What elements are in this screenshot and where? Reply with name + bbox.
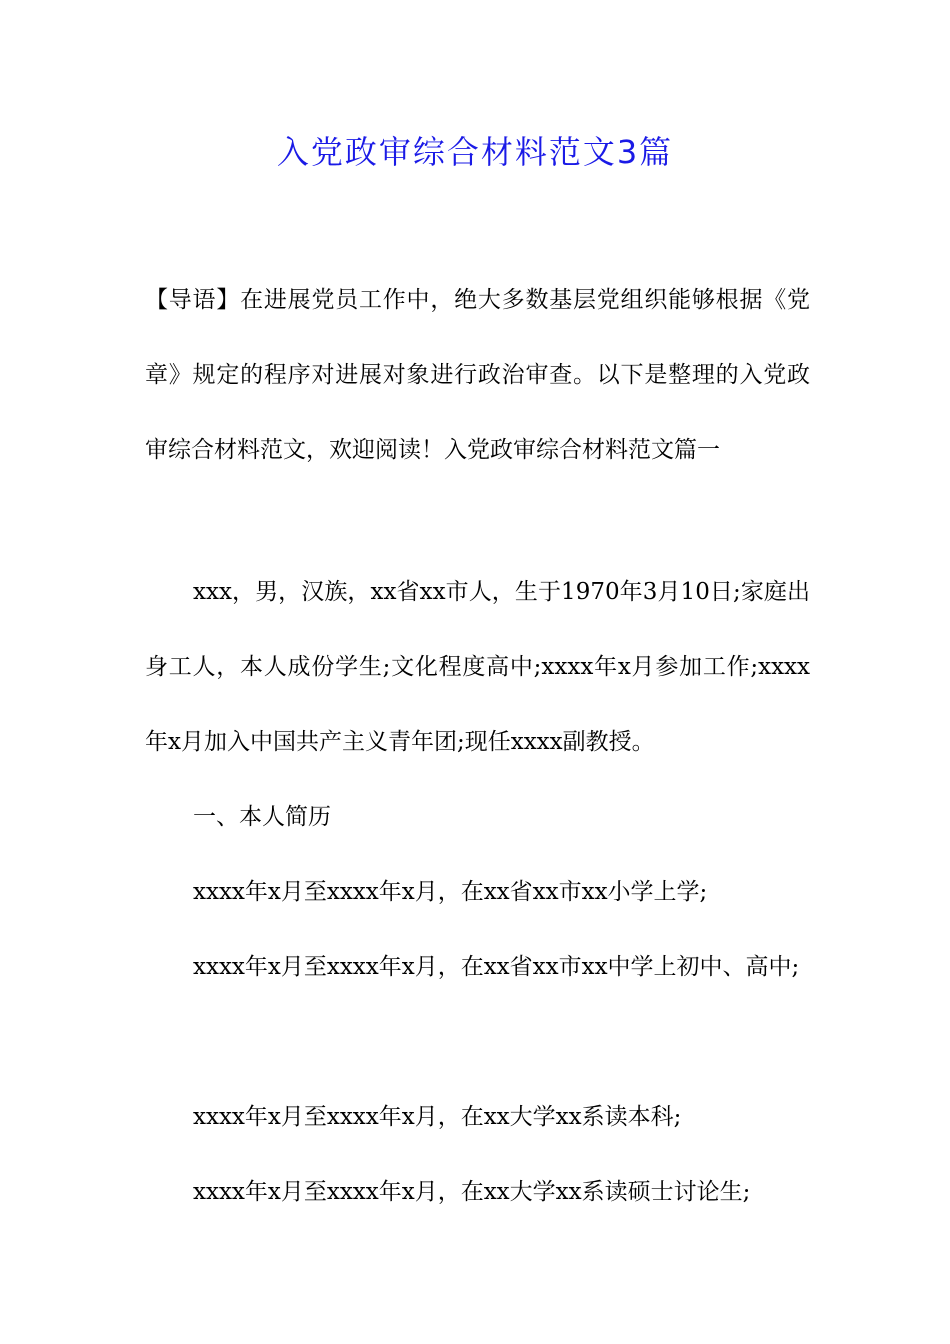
resume-item: xxxx年x月至xxxx年x月，在xx省xx市xx中学上初中、高中; [193,954,800,980]
resume-item: xxxx年x月至xxxx年x月，在xx省xx市xx小学上学; [193,879,708,905]
bio-paragraph: xxx，男，汉族，xx省xx市人，生于1970年3月10日;家庭出身工人，本人成份学生;文化程度高中;xxxx年x月参加工作;xxxx年x月加入中国共产主义青年团;现任xxxx副教授。 [145,579,810,755]
intro-paragraph: 【导语】在进展党员工作中，绝大多数基层党组织能够根据《党章》规定的程序对进展对象进行政治审查。以下是整理的入党政审综合材料范文，欢迎阅读！入党政审综合材料范文篇一 [145,287,810,463]
resume-item: xxxx年x月至xxxx年x月，在xx大学xx系读本科; [193,1104,682,1130]
resume-item: xxxx年x月至xxxx年x月，在xx大学xx系读硕士讨论生; [193,1179,751,1205]
section-heading-resume: 一、本人简历 [193,804,331,830]
document-title: 入党政审综合材料范文3篇 [276,133,674,171]
